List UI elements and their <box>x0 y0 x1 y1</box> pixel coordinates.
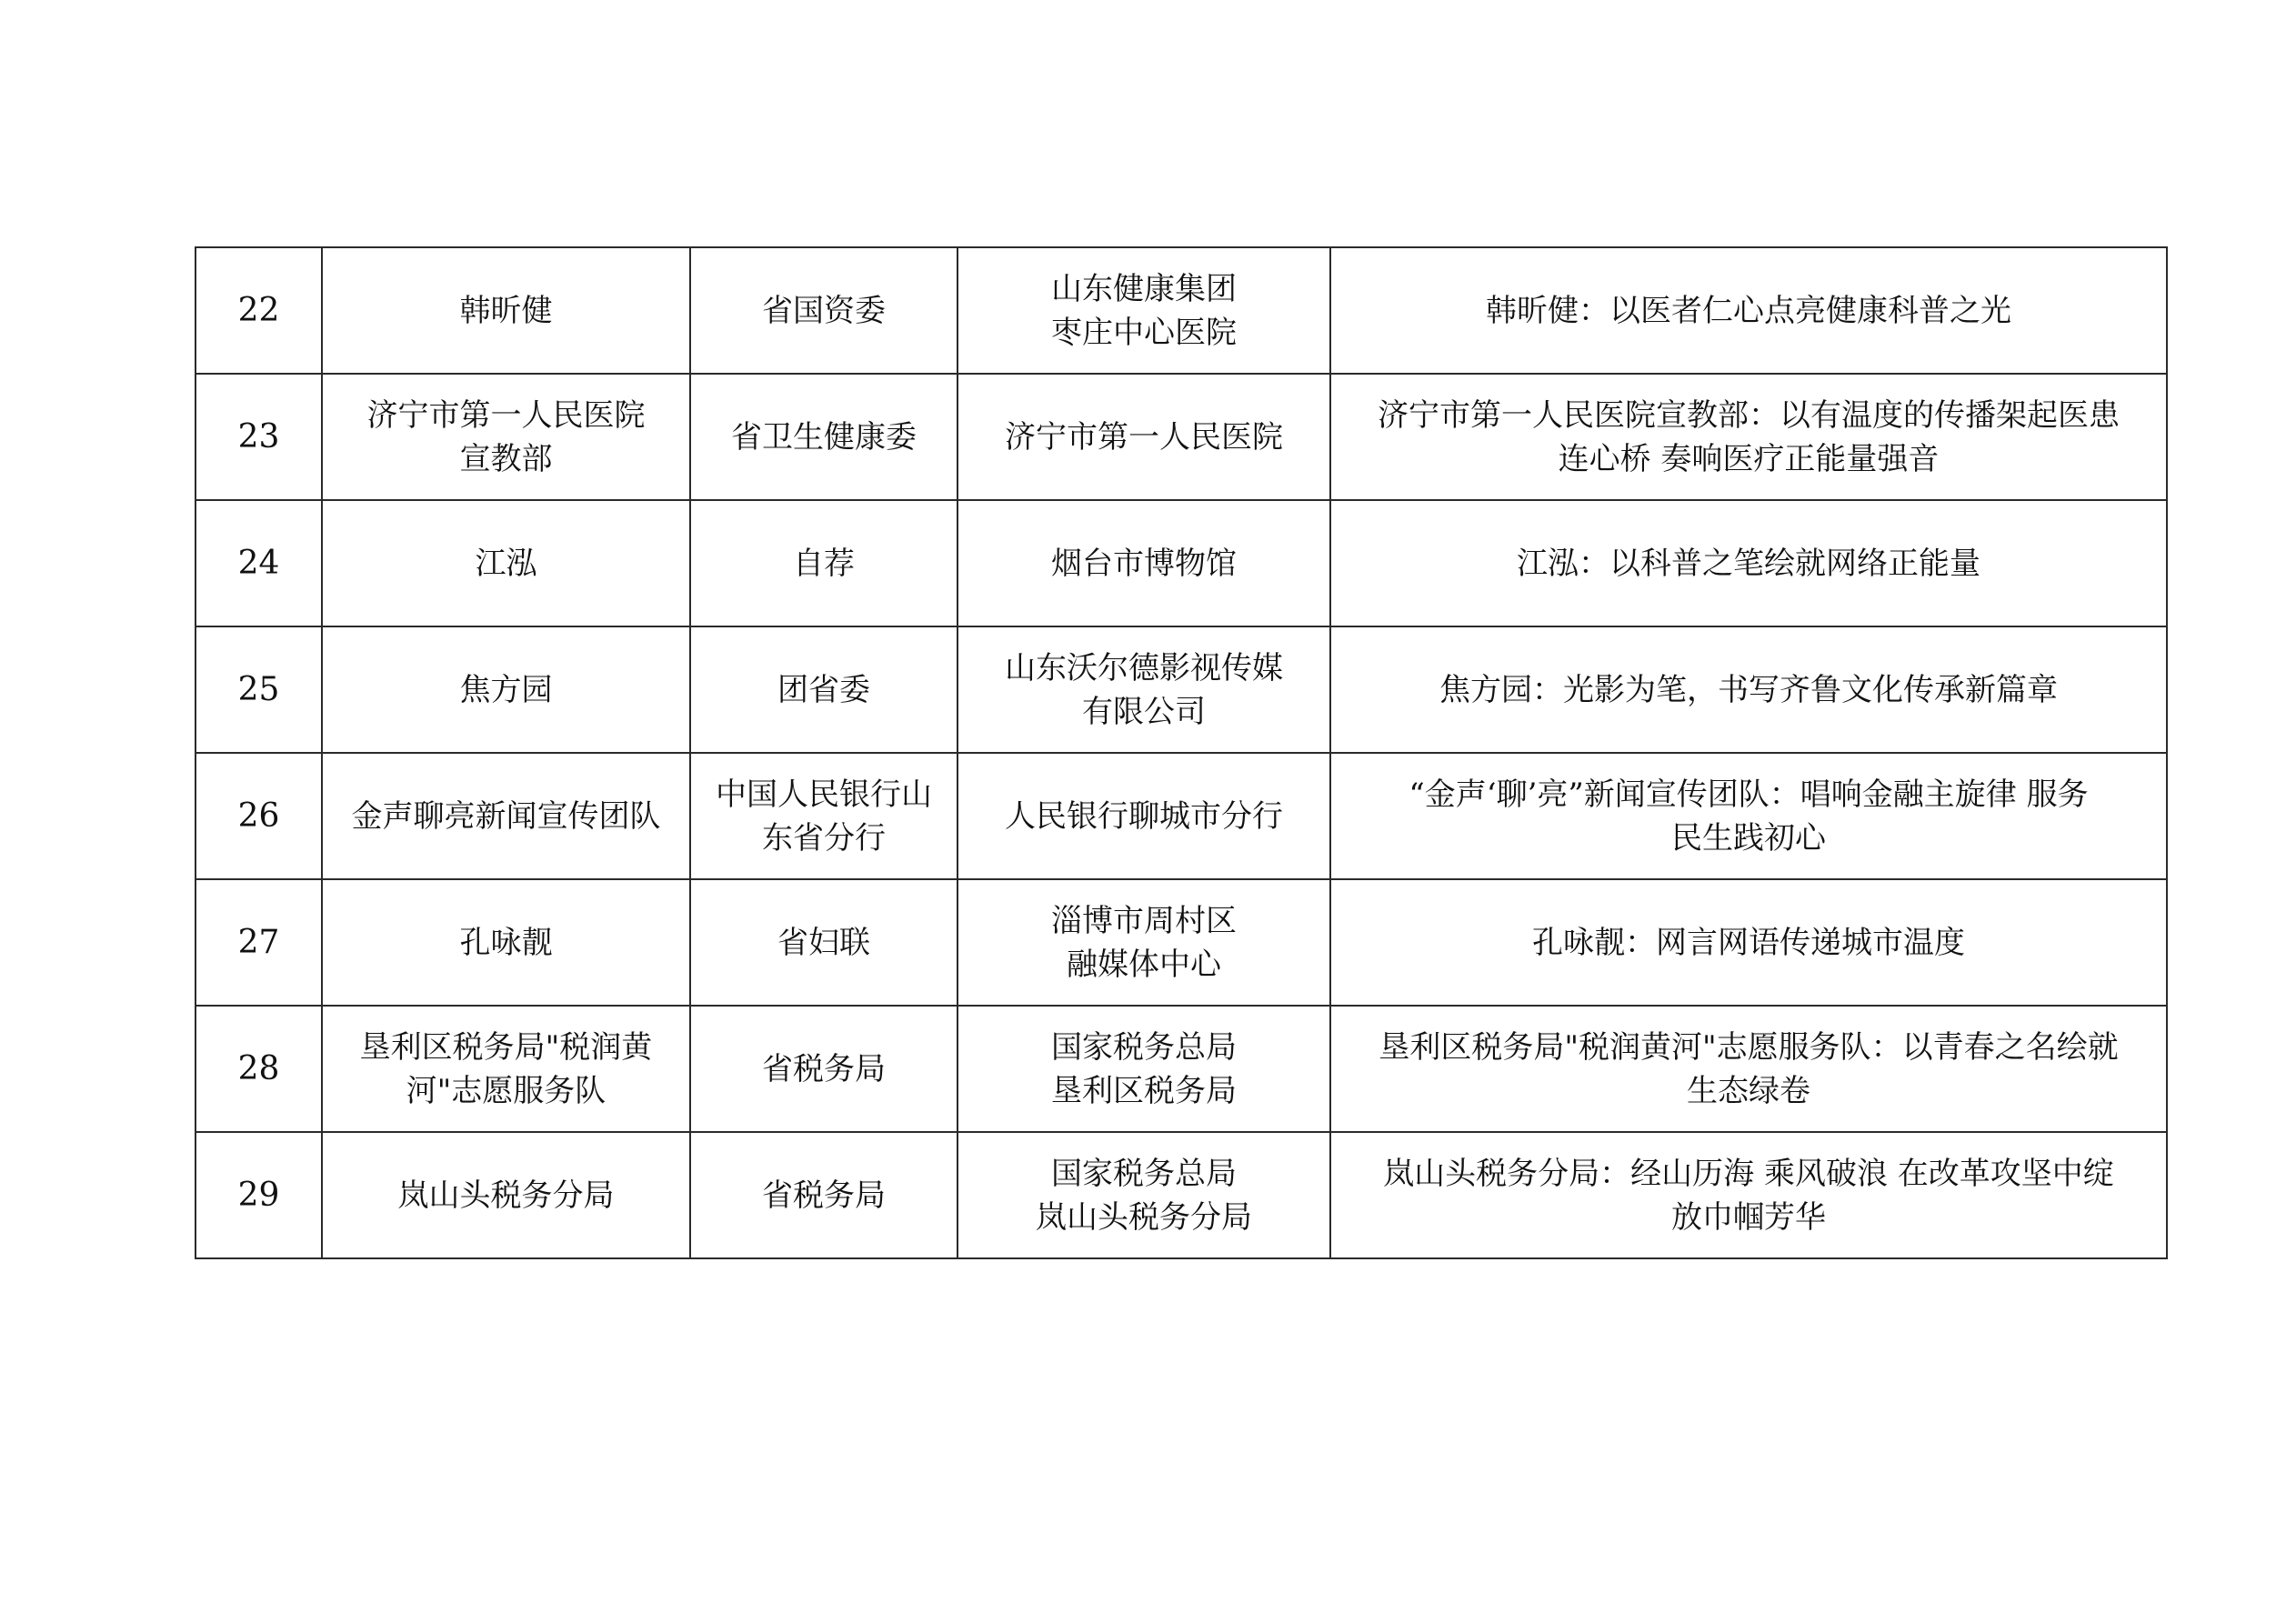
cell-name <box>322 374 690 500</box>
cell-number: 24 <box>196 500 322 626</box>
cell-name-line: 焦方园 <box>459 671 553 708</box>
cell-name-line: 岚山头税务分局 <box>397 1177 615 1214</box>
cell-name-line: 垦利区税务局"税润黄 <box>359 1028 653 1066</box>
cell-recommender-line: 团省委 <box>777 671 870 708</box>
cell-unit-line: 有限公司 <box>1082 693 1206 730</box>
cell-name-line: 孔咏靓 <box>459 924 553 961</box>
cell-recommender-line: 自荐 <box>793 545 855 582</box>
cell-number: 22 <box>196 247 322 374</box>
cell-unit-line: 山东健康集团 <box>1051 270 1237 307</box>
cell-unit-line: 岚山头税务分局 <box>1036 1198 1252 1236</box>
cell-number: 26 <box>196 753 322 879</box>
honor-list-table <box>195 246 2168 1259</box>
cell-name-line: 江泓 <box>475 545 537 582</box>
cell-unit-line: 淄博市周村区 <box>1051 902 1237 939</box>
cell-title <box>1330 626 2167 753</box>
cell-title <box>1330 753 2167 879</box>
cell-title-line: 民生践初心 <box>1671 819 1826 857</box>
cell-title <box>1330 1006 2167 1132</box>
cell-unit-line: 国家税务总局 <box>1051 1155 1237 1192</box>
cell-name-line: 济宁市第一人民医院 <box>366 396 646 434</box>
cell-unit <box>958 247 1330 374</box>
cell-title-line: 孔咏靓：网言网语传递城市温度 <box>1532 924 1965 961</box>
cell-recommender <box>690 753 958 879</box>
cell-unit-line: 山东沃尔德影视传媒 <box>1005 649 1283 686</box>
cell-name <box>322 879 690 1006</box>
cell-number: 29 <box>196 1132 322 1258</box>
cell-unit-line: 人民银行聊城市分行 <box>1005 797 1283 835</box>
cell-unit <box>958 1006 1330 1132</box>
cell-name <box>322 247 690 374</box>
cell-recommender-line: 东省分行 <box>762 819 886 857</box>
cell-unit-line: 国家税务总局 <box>1051 1028 1237 1066</box>
cell-recommender <box>690 879 958 1006</box>
cell-recommender <box>690 1132 958 1258</box>
cell-unit <box>958 374 1330 500</box>
cell-title-line: 焦方园：光影为笔，书写齐鲁文化传承新篇章 <box>1439 671 2058 708</box>
table-row <box>196 247 2167 374</box>
cell-name-line: 宣教部 <box>459 440 553 477</box>
cell-unit-line: 枣庄中心医院 <box>1051 314 1237 351</box>
cell-unit <box>958 1132 1330 1258</box>
cell-recommender <box>690 626 958 753</box>
cell-title-line: “金声‘聊’亮”新闻宣传团队：唱响金融主旋律 服务 <box>1409 776 2089 813</box>
cell-unit <box>958 753 1330 879</box>
cell-title-line: 济宁市第一人民医院宣教部：以有温度的传播架起医患 <box>1378 396 2120 434</box>
table-row <box>196 1132 2167 1258</box>
cell-name-line: 韩昕健 <box>459 292 553 329</box>
table-row <box>196 626 2167 753</box>
cell-name-line: 河"志愿服务队 <box>406 1072 607 1109</box>
cell-number: 28 <box>196 1006 322 1132</box>
cell-number: 25 <box>196 626 322 753</box>
cell-title-line: 放巾帼芳华 <box>1671 1198 1826 1236</box>
cell-recommender-line: 省税务局 <box>762 1050 886 1087</box>
cell-unit-line: 济宁市第一人民医院 <box>1005 418 1283 456</box>
table-row <box>196 374 2167 500</box>
table-row <box>196 879 2167 1006</box>
cell-recommender-line: 省国资委 <box>762 292 886 329</box>
cell-recommender-line: 中国人民银行山 <box>716 776 932 813</box>
cell-unit-line: 烟台市博物馆 <box>1051 545 1237 582</box>
cell-recommender <box>690 500 958 626</box>
cell-recommender-line: 省卫生健康委 <box>731 418 917 456</box>
cell-recommender <box>690 247 958 374</box>
table-body <box>196 247 2167 1258</box>
cell-unit <box>958 500 1330 626</box>
cell-name <box>322 1006 690 1132</box>
cell-name-line: 金声聊亮新闻宣传团队 <box>351 797 661 835</box>
cell-unit-line: 融媒体中心 <box>1067 946 1221 983</box>
cell-title <box>1330 500 2167 626</box>
table-row <box>196 1006 2167 1132</box>
cell-title-line: 岚山头税务分局：经山历海 乘风破浪 在改革攻坚中绽 <box>1383 1155 2114 1192</box>
cell-title-line: 垦利区税务局"税润黄河"志愿服务队：以青春之名绘就 <box>1379 1028 2119 1066</box>
cell-name <box>322 1132 690 1258</box>
cell-recommender <box>690 1006 958 1132</box>
cell-title <box>1330 1132 2167 1258</box>
table-row <box>196 500 2167 626</box>
cell-title <box>1330 247 2167 374</box>
table-row <box>196 753 2167 879</box>
cell-title-line: 生态绿卷 <box>1687 1072 1810 1109</box>
cell-name <box>322 626 690 753</box>
cell-number: 27 <box>196 879 322 1006</box>
cell-number: 23 <box>196 374 322 500</box>
cell-title-line: 韩昕健：以医者仁心点亮健康科普之光 <box>1486 292 2011 329</box>
cell-unit <box>958 626 1330 753</box>
cell-title-line: 连心桥 奏响医疗正能量强音 <box>1558 440 1940 477</box>
cell-title <box>1330 879 2167 1006</box>
cell-unit <box>958 879 1330 1006</box>
cell-unit-line: 垦利区税务局 <box>1051 1072 1237 1109</box>
cell-name <box>322 500 690 626</box>
cell-recommender-line: 省税务局 <box>762 1177 886 1214</box>
cell-title-line: 江泓：以科普之笔绘就网络正能量 <box>1517 545 1980 582</box>
cell-title <box>1330 374 2167 500</box>
cell-recommender-line: 省妇联 <box>777 924 870 961</box>
cell-recommender <box>690 374 958 500</box>
cell-name <box>322 753 690 879</box>
